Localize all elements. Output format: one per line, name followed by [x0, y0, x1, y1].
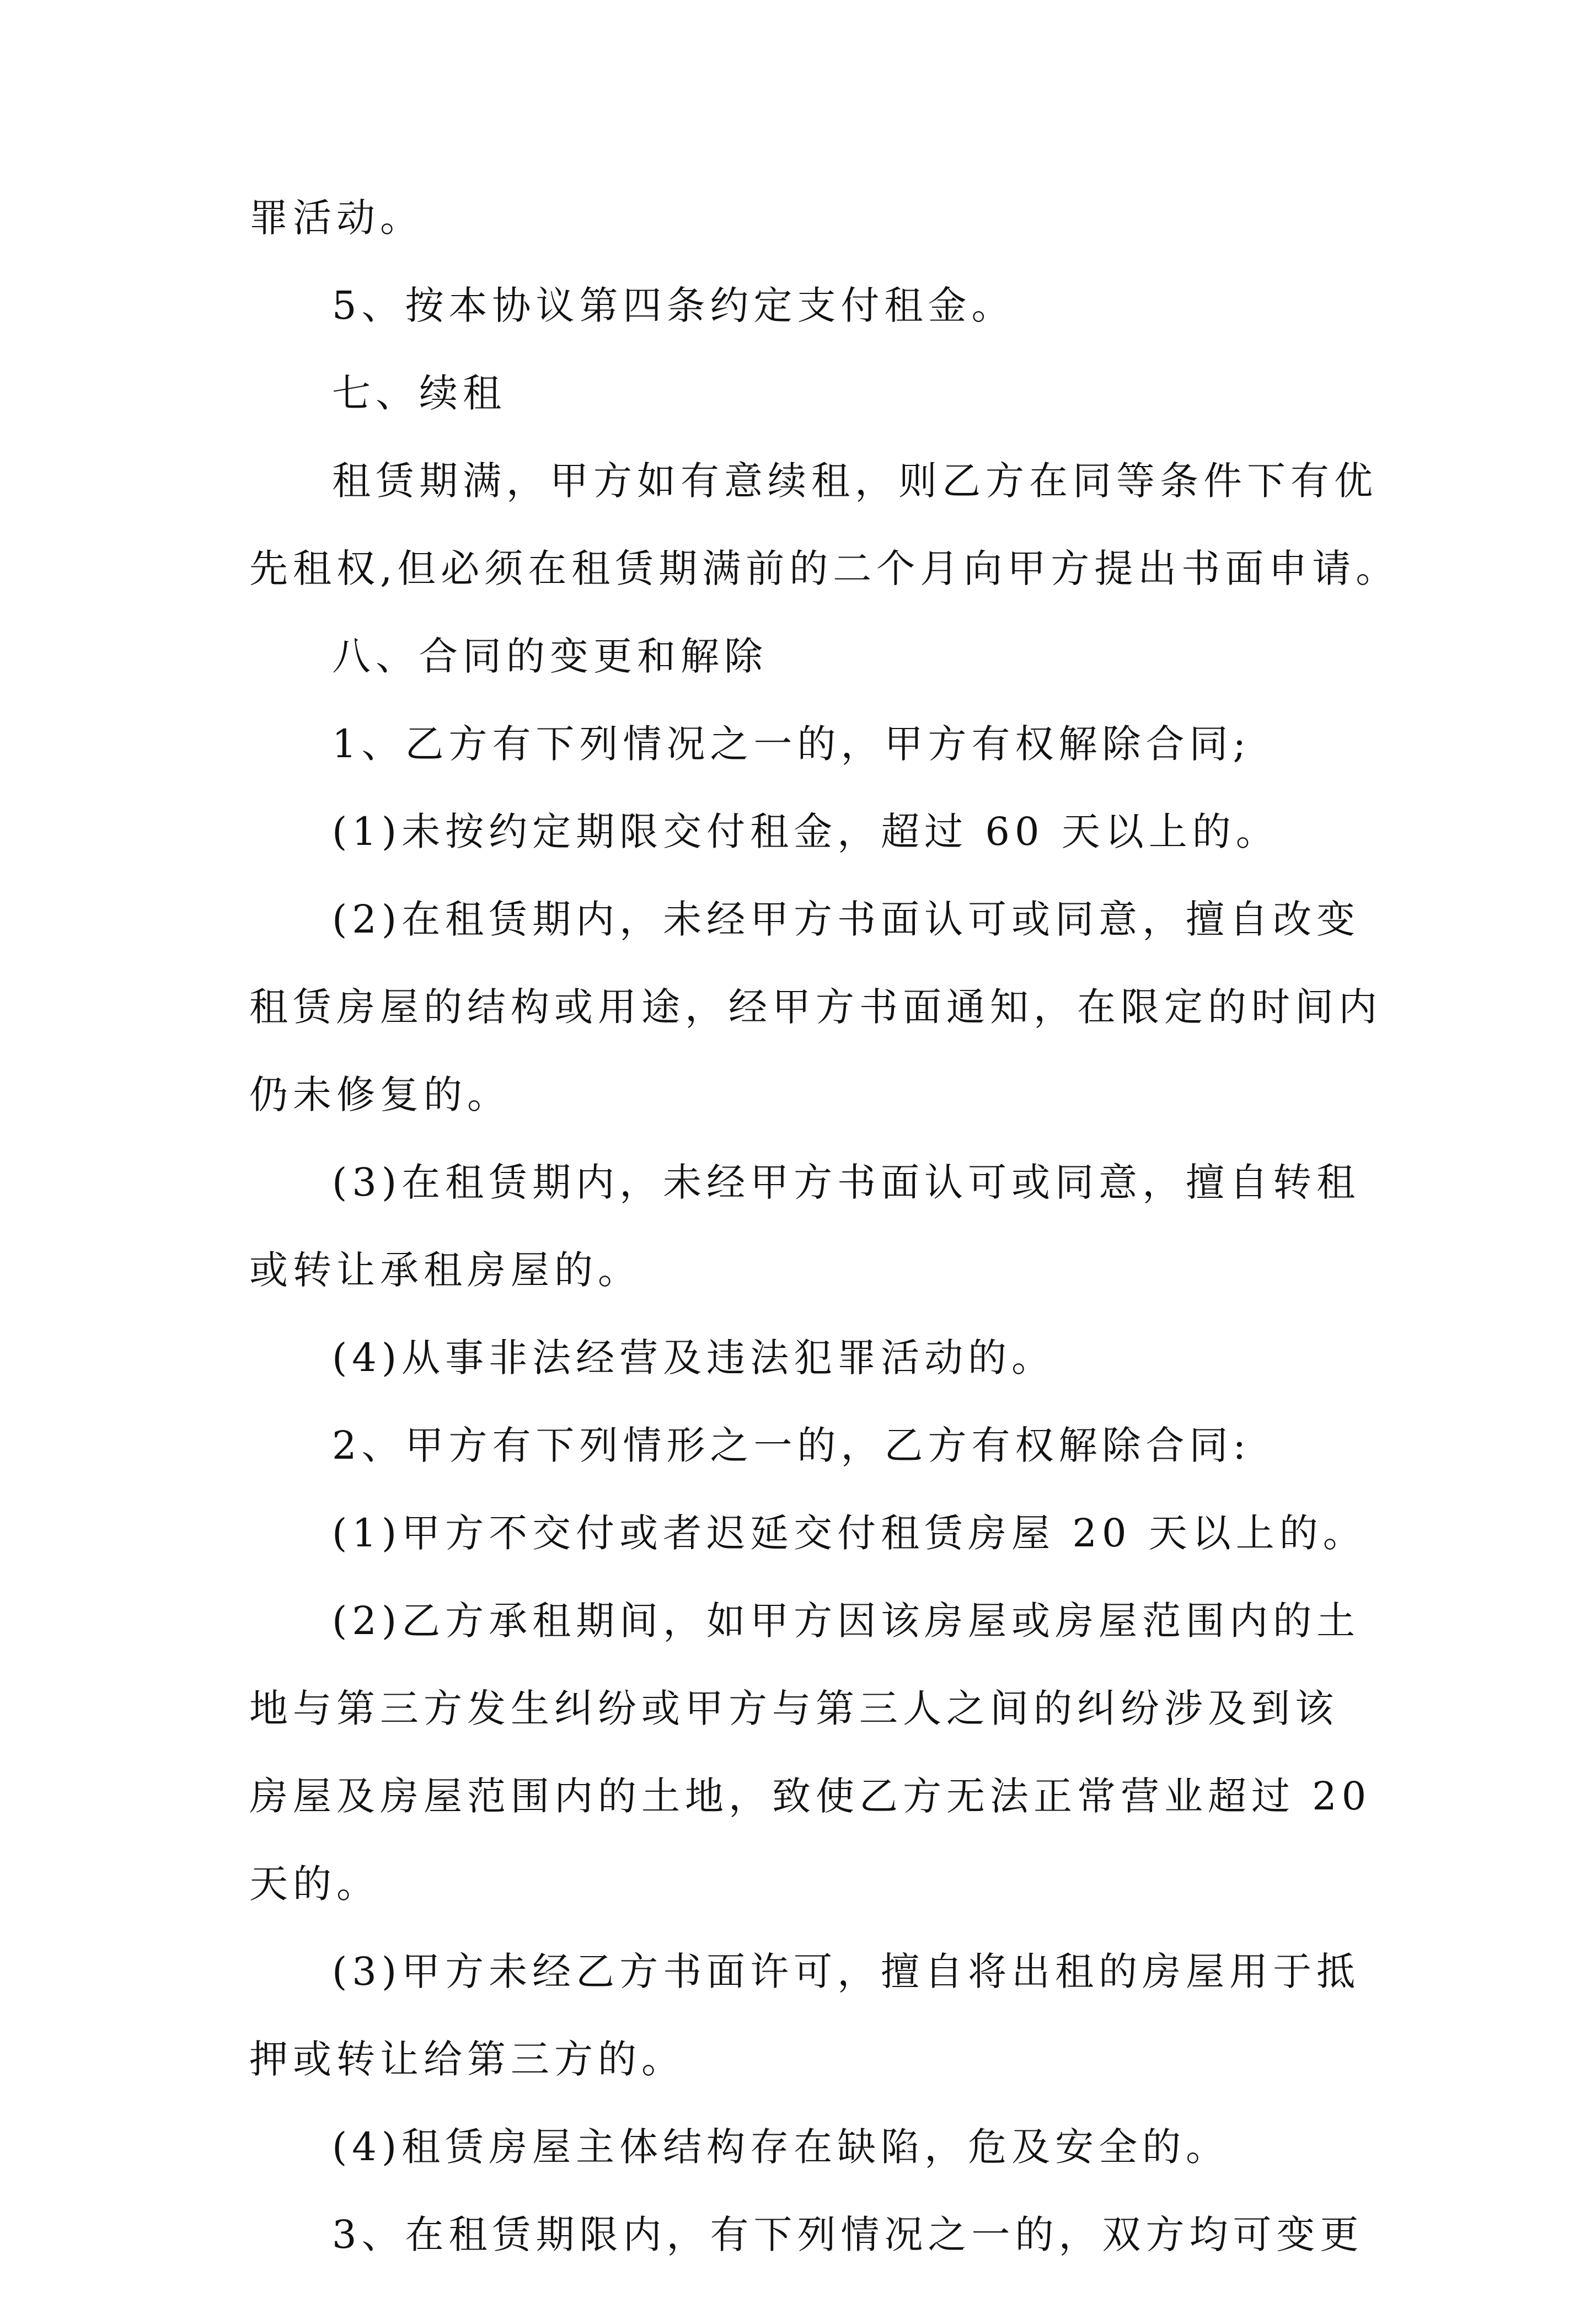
- text-line: 租赁期满，甲方如有意续租，则乙方在同等条件下有优: [332, 458, 1378, 504]
- text-line: 5、按本协议第四条约定支付租金。: [332, 283, 1015, 328]
- text-line: (1)甲方不交付或者迟延交付租赁房屋 20 天以上的。: [332, 1511, 1367, 1556]
- text-line: (2)乙方承租期间，如甲方因该房屋或房屋范围内的土: [332, 1598, 1361, 1643]
- text-line: (3)甲方未经乙方书面许可，擅自将出租的房屋用于抵: [332, 1949, 1361, 1994]
- text-line: 押或转让给第三方的。: [249, 2037, 685, 2082]
- text-line: 2、甲方有下列情形之一的，乙方有权解除合同:: [332, 1423, 1251, 1468]
- text-line: 仍未修复的。: [249, 1072, 511, 1117]
- text-line: 或转让承租房屋的。: [249, 1247, 641, 1293]
- text-line: 1、乙方有下列情况之一的，甲方有权解除合同;: [332, 721, 1251, 767]
- text-line: 地与第三方发生纠纷或甲方与第三人之间的纠纷涉及到该: [249, 1686, 1338, 1731]
- text-line: 罪活动。: [249, 195, 424, 240]
- text-line: (4)租赁房屋主体结构存在缺陷，危及安全的。: [332, 2124, 1230, 2170]
- text-line: 先租权,但必须在租赁期满前的二个月向甲方提出书面申请。: [249, 546, 1400, 591]
- text-line: 七、续租: [332, 371, 506, 416]
- text-line: (4)从事非法经营及违法犯罪活动的。: [332, 1335, 1056, 1380]
- text-line: 房屋及房屋范围内的土地，致使乙方无法正常营业超过 20: [249, 1774, 1372, 1819]
- text-line: 八、合同的变更和解除: [332, 634, 768, 679]
- text-line: 天的。: [249, 1861, 380, 1906]
- text-line: (3)在租赁期内，未经甲方书面认可或同意，擅自转租: [332, 1160, 1361, 1205]
- text-line: (2)在租赁期内，未经甲方书面认可或同意，擅自改变: [332, 897, 1361, 942]
- text-line: (1)未按约定期限交付租金，超过 60 天以上的。: [332, 809, 1279, 854]
- document-body: [249, 195, 1400, 2303]
- text-line: 3、在租赁期限内，有下列情况之一的，双方均可变更: [332, 2212, 1364, 2257]
- text-line: 租赁房屋的结构或用途，经甲方书面通知，在限定的时间内: [249, 984, 1382, 1030]
